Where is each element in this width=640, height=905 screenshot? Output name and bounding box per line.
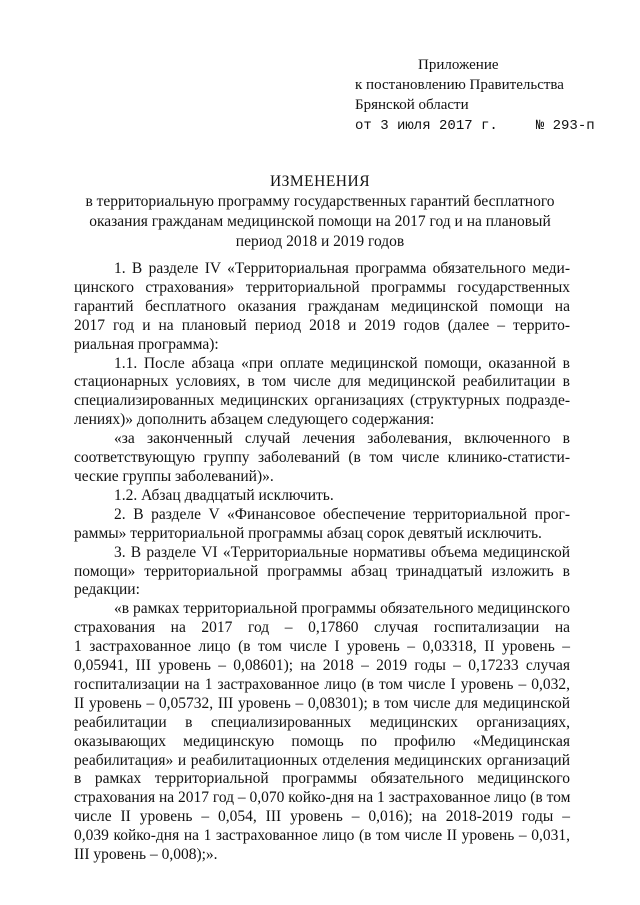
paragraph-line: реабилитация» и реабилитационных отделения медицинских организаций [74, 751, 570, 769]
title-heading: ИЗМЕНЕНИЯ [269, 173, 371, 190]
paragraph-line: 1. В разделе IV «Территориальная программа обязательного меди- [114, 260, 570, 277]
paragraph-line: II уровень – 0,05732, III уровень – 0,08301); в том числе для медицинской [74, 694, 570, 712]
paragraph-line: гарантий бесплатного оказания гражданам медицинской помощи на [74, 297, 570, 315]
paragraph-line: соответствующую группу заболеваний (в том числе клинико-статисти- [74, 449, 570, 467]
paragraph-line: реабилитации в специализированных медицинских организациях, [74, 713, 570, 731]
paragraph-line: стационарных условиях, в том числе для медицинской реабилитации в [74, 373, 570, 391]
paragraph-line: лениях)» дополнить абзацем следующего содержания: [74, 411, 435, 429]
paragraph-line: 0,05941, III уровень – 0,08601); на 2018 – 2019 годы – 0,17233 случая [74, 657, 570, 675]
paragraph [74, 487, 570, 506]
title-line-2: оказания гражданам медицинской помощи на 2017 год и на плановый [89, 213, 551, 230]
paragraph-line: 1.2. Абзац двадцатый исключить. [114, 486, 334, 504]
paragraph-line: 0,039 койко-дня на 1 застрахованное лицо (в том числе II уровень – 0,031, [74, 827, 570, 845]
paragraph-line: 1.1. После абзаца «при оплате медицинской помощи, оказанной в [114, 354, 570, 372]
paragraph-line: ческие группы заболеваний)». [74, 467, 274, 485]
title-line-1: в территориальную программу государственных гарантий бесплатного [85, 193, 555, 210]
appendix-label: Приложение [418, 57, 499, 73]
paragraph [74, 600, 570, 865]
appendix-date-row [355, 115, 625, 136]
paragraph-line: III уровень – 0,008);». [74, 846, 218, 864]
paragraph-line: цинского страхования» территориальной программы государственных [74, 278, 570, 296]
paragraph-line: 2017 год и на плановый период 2018 и 2019 годов (далее – террито- [74, 316, 570, 334]
document-title [60, 172, 580, 252]
paragraph-line: редакции: [74, 581, 140, 599]
paragraph [74, 260, 570, 355]
paragraph-line: риальная программа): [74, 335, 219, 353]
paragraph-line: 1 застрахованное лицо (в том числе I уровень – 0,03318, II уровень – [74, 638, 570, 656]
paragraph-line: раммы» территориальной программы абзац сорок девятый исключить. [74, 524, 542, 542]
document-body [74, 260, 570, 865]
appendix-block [355, 55, 625, 136]
title-line-3: период 2018 и 2019 годов [235, 233, 405, 250]
paragraph [74, 506, 570, 544]
paragraph [74, 544, 570, 601]
paragraph-line: оказывающих медицинскую помощь по профилю «Медицинская [74, 732, 570, 750]
paragraph-line: 2. В разделе V «Финансовое обеспечение территориальной прог- [114, 505, 570, 523]
paragraph-line: помощи» территориальной программы абзац тринадцатый изложить в [74, 562, 570, 580]
paragraph [74, 355, 570, 431]
paragraph-line: «в рамках территориальной программы обязательного медицинского [114, 600, 570, 618]
appendix-number: № 293-п [535, 118, 595, 134]
paragraph-line: 3. В разделе VI «Территориальные нормативы объема медицинской [114, 543, 570, 561]
appendix-date: от 3 июля 2017 г. [355, 118, 498, 134]
paragraph-line: в рамках территориальной программы обязательного медицинского [74, 770, 570, 788]
appendix-decree: к постановлению Правительства [355, 77, 564, 93]
paragraph-line: госпитализации на 1 застрахованное лицо (в том числе I уровень – 0,032, [74, 675, 570, 693]
paragraph-line: страхования на 2017 год – 0,17860 случая госпитализации на [74, 619, 570, 637]
paragraph [74, 430, 570, 487]
appendix-region: Брянской области [355, 97, 469, 113]
paragraph-line: «за законченный случай лечения заболевания, включенного в [114, 430, 570, 448]
paragraph-line: специализированных медицинских организациях (структурных подразде- [74, 392, 570, 410]
paragraph-line: страхования на 2017 год – 0,070 койко-дня на 1 застрахованное лицо (в том [74, 789, 571, 807]
paragraph-line: числе II уровень – 0,054, III уровень – 0,016); на 2018-2019 годы – [74, 808, 570, 826]
